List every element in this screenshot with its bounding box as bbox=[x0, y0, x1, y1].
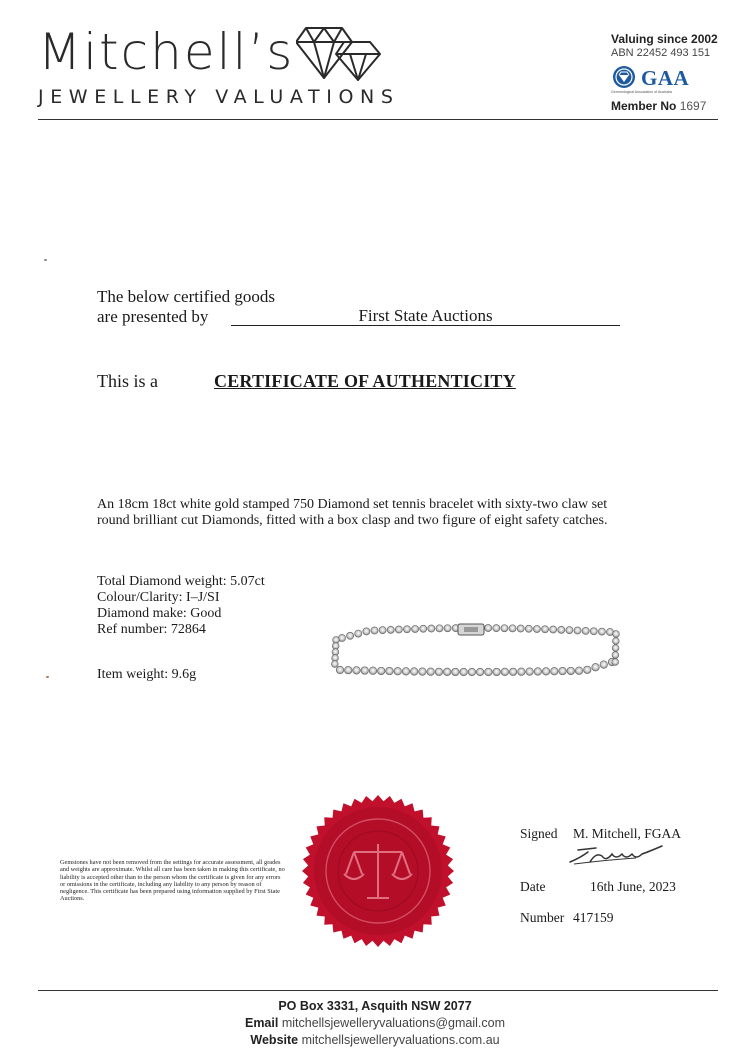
bracelet-diamond bbox=[436, 625, 443, 632]
bracelet-diamond bbox=[501, 668, 509, 676]
bracelet-diamond bbox=[410, 668, 418, 676]
date-label: Date bbox=[520, 879, 546, 894]
bracelet-diamond bbox=[379, 627, 386, 634]
header-info bbox=[611, 32, 718, 59]
item-description: An 18cm 18ct white gold stamped 750 Diamond set tennis bracelet with sixty-two claw set round brilliant cut Diamonds, fitted with a box clasp and two figure of eight safety catches. bbox=[97, 497, 608, 528]
footer-email bbox=[0, 1016, 750, 1030]
bracelet-diamond bbox=[369, 667, 377, 675]
bracelet-diamond bbox=[331, 661, 338, 668]
bracelet-diamond bbox=[612, 652, 619, 659]
bracelet-diamond bbox=[460, 668, 468, 676]
bracelet-diamond bbox=[363, 628, 370, 635]
bracelet-diamond bbox=[525, 625, 532, 632]
bracelet-diamond bbox=[517, 625, 524, 632]
bracelet-diamond bbox=[526, 668, 534, 676]
spec-item-weight: Item weight: 9.6g bbox=[97, 667, 197, 682]
footer-address: PO Box 3331, Asquith NSW 2077 bbox=[278, 999, 472, 1013]
bracelet-diamond bbox=[394, 667, 402, 675]
member-value: 1697 bbox=[679, 99, 707, 113]
bracelet-diamond bbox=[493, 625, 500, 632]
bracelet-diamond bbox=[468, 668, 476, 676]
handwritten-signature bbox=[566, 840, 666, 868]
wax-seal bbox=[299, 792, 457, 950]
diamond-logo-icon bbox=[296, 22, 382, 84]
number-value: 417159 bbox=[573, 910, 614, 925]
bracelet-diamond bbox=[509, 625, 516, 632]
spec-make: Diamond make: Good bbox=[97, 606, 222, 621]
bracelet-diamond bbox=[395, 626, 402, 633]
gaa-logo-icon bbox=[611, 65, 637, 89]
presented-line-1: The below certified goods bbox=[97, 287, 275, 306]
bracelet-diamond bbox=[353, 667, 361, 675]
bracelet-diamond bbox=[443, 668, 451, 676]
brand-subtitle: JEWELLERY VALUATIONS bbox=[38, 86, 400, 108]
bracelet-diamond bbox=[559, 667, 567, 675]
presented-line-2: are presented by bbox=[97, 307, 209, 326]
bracelet-diamond bbox=[501, 625, 508, 632]
bracelet-diamond bbox=[361, 667, 369, 675]
footer-divider bbox=[38, 990, 718, 991]
footer-website-label: Website bbox=[250, 1033, 299, 1047]
gaa-caption: Gemmological Association of Australia bbox=[611, 90, 672, 94]
bracelet-diamond bbox=[541, 626, 548, 633]
bracelet-diamond bbox=[387, 626, 394, 633]
valuing-since: Valuing since 2002 bbox=[611, 32, 718, 46]
footer-email-label: Email bbox=[244, 1016, 279, 1030]
bracelet-diamond bbox=[534, 668, 542, 676]
bracelet-photo bbox=[330, 612, 622, 690]
signed-value: M. Mitchell, FGAA bbox=[573, 826, 681, 841]
bracelet-diamond bbox=[344, 666, 352, 674]
paper-speck bbox=[46, 676, 49, 678]
bracelet-diamond bbox=[444, 625, 451, 632]
signed-label: Signed bbox=[520, 826, 558, 841]
paper-speck bbox=[44, 259, 47, 261]
bracelet-diamond bbox=[452, 668, 460, 676]
bracelet-diamond bbox=[485, 668, 493, 676]
bracelet-diamond bbox=[419, 668, 427, 676]
bracelet-diamond bbox=[542, 668, 550, 676]
bracelet-diamond bbox=[347, 632, 354, 639]
date-value: 16th June, 2023 bbox=[590, 879, 676, 894]
footer-website-value[interactable]: mitchellsjewelleryvaluations.com.au bbox=[301, 1033, 500, 1047]
bracelet-diamond bbox=[600, 661, 608, 669]
bracelet-diamond bbox=[336, 666, 344, 674]
bracelet-diamond bbox=[550, 626, 557, 633]
bracelet-diamond bbox=[575, 667, 583, 675]
bracelet-diamond bbox=[551, 667, 559, 675]
gaa-logo-text: GAA bbox=[641, 66, 690, 90]
bracelet-diamond bbox=[613, 631, 620, 638]
bracelet-diamond bbox=[592, 663, 600, 671]
bracelet-diamond bbox=[509, 668, 517, 676]
bracelet-diamond bbox=[612, 645, 619, 652]
bracelet-diamond bbox=[566, 627, 573, 634]
member-number bbox=[611, 99, 706, 113]
brand-name: Mitchell’s bbox=[38, 23, 295, 81]
abn-number: ABN 22452 493 151 bbox=[611, 47, 711, 59]
bracelet-diamond bbox=[518, 668, 526, 676]
bracelet-diamond bbox=[476, 668, 484, 676]
bracelet-diamond bbox=[377, 667, 385, 675]
footer-website bbox=[0, 1033, 750, 1047]
bracelet-diamond bbox=[612, 638, 619, 645]
bracelet-diamond bbox=[428, 625, 435, 632]
bracelet-diamond bbox=[485, 624, 492, 631]
bracelet-diamond bbox=[558, 626, 565, 633]
bracelet-diamond bbox=[567, 667, 575, 675]
bracelet-diamond bbox=[574, 627, 581, 634]
spec-total-weight: Total Diamond weight: 5.07ct bbox=[97, 574, 265, 589]
bracelet-diamond bbox=[435, 668, 443, 676]
bracelet-diamond bbox=[411, 625, 418, 632]
bracelet-diamond bbox=[355, 630, 362, 637]
bracelet-diamond bbox=[420, 625, 427, 632]
footer-email-value[interactable]: mitchellsjewelleryvaluations@gmail.com bbox=[281, 1016, 506, 1030]
bracelet-diamond bbox=[493, 668, 501, 676]
bracelet-diamond bbox=[371, 627, 378, 634]
number-label: Number bbox=[520, 910, 565, 925]
disclaimer-text: Gemstones have not been removed from the settings for accurate assessment, all grades and weights are approximate. Whilst all care has been taken in making this certificate, no liability is accepted other than to the person whom the certificate is given for any errors or omissions in the certificate, including any liability to any person by reason of negligence. This certificate has been prepared using information supplied by First State Auctions. bbox=[60, 859, 285, 903]
bracelet-diamond bbox=[533, 625, 540, 632]
presented-by-name: First State Auctions bbox=[231, 307, 620, 326]
bracelet-diamond bbox=[612, 659, 619, 666]
spec-colour-clarity: Colour/Clarity: I–J/SI bbox=[97, 590, 220, 605]
bracelet-diamond bbox=[598, 628, 605, 635]
bracelet-diamond bbox=[403, 626, 410, 633]
bracelet-diamond bbox=[582, 627, 589, 634]
bracelet-diamond bbox=[386, 667, 394, 675]
bracelet-diamond bbox=[427, 668, 435, 676]
bracelet-diamond bbox=[402, 668, 410, 676]
item-specs bbox=[97, 574, 265, 638]
certificate-prefix: This is a bbox=[97, 371, 158, 391]
bracelet-diamond bbox=[583, 666, 591, 674]
bracelet-diamond bbox=[590, 628, 597, 635]
spec-ref-number: Ref number: 72864 bbox=[97, 622, 206, 637]
header-divider bbox=[38, 119, 718, 120]
certificate-title: CERTIFICATE OF AUTHENTICITY bbox=[214, 371, 516, 391]
member-label: Member No bbox=[611, 99, 677, 113]
